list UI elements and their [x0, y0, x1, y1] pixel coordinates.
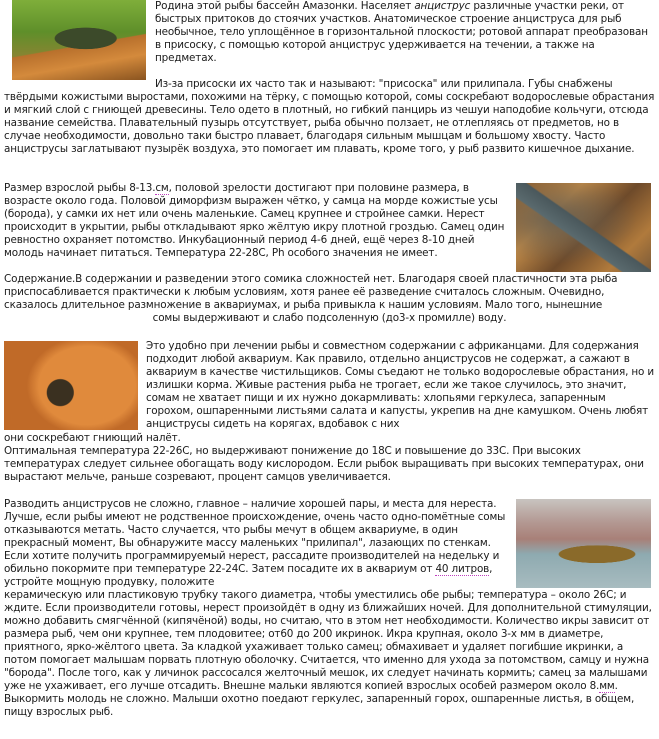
text: Родина этой рыбы бассейн Амазонки. Населяет — [155, 0, 415, 12]
text: Содержание.В содержании и разведении этого сомика сложностей нет. Благодаря своей пластичности эта рыба приспосабливается практически к любым условиям, хотя ранее её разведение считалось сложным. Очевидно, сказалось длительное размножение в аквариумах, и рыба привыкла к нашим условиям. Мало того, нынешние — [4, 273, 618, 311]
text: , половой зрелости достигают при половине размера, в возрасте около года. Половой диморфизм выражен чётко, у самца на морде кожистые усы (борода), у самки их нет или очень маленькие. Самец крупнее и стройнее самки. Нерест происходит в укрытии, рыбы откладывают ярко жёлтую икру плотной гроздью. Самец один ревностно охраняет потомство. Инкубационный период 4-6 дней, ещё через 8-10 дней молодь начинает питаться. Температура 22-28С, Ph особого значения не имеет. — [4, 182, 505, 259]
text: керамическую или пластиковую трубку такого диаметра, чтобы уместились обе рыбы; температура – около 26С; и ждите. Если производители готовы, нерест произойдёт в одну из ближайших ночей. Для дополнительной стимуляции, можно добавить смягчённой (кипячёной) воды, но считаю, что в этом нет необходимости. Количество икры зависит от размера рыб, чем они крупнее, тем плодовитее; от60 до 200 икринок. Икра крупная, около 3-х мм в диаметре, приятного, ярко-жёлтого цвета. За кладкой ухаживает только самец; обмахивает и удаляет погибшие икринки, а потом помогает малышам порвать плотную оболочку. Считается, что именно для ухода за потомством, самцу и нужна "борода". После того, как у личинок рассосался желточный мешок, их следует начинать кормить; самец за малышами уже не ухаживает, его лучше отсадить. Внешне мальки являются копией взрослых особей размером около 8. — [4, 589, 652, 692]
paragraph-size — [4, 182, 509, 260]
text: они соскребают гниющий налёт. — [4, 432, 181, 444]
text: Оптимальная температура 22-26С, но выдерживают понижение до 18С и повышение до 33С. При высоких температурах следует сильнее обогащать воду кислородом. Если рыбок выращивать при высоких температурах, они вырастают мельче, раньше созревают, процент самцов увеличивается. — [4, 445, 644, 483]
paragraph-breeding — [4, 498, 509, 589]
paragraph-anatomy: Из-за присоски их часто так и называют: "присоска" или прилипала. Губы снабжены твёрдыми кожистыми выростами, похожими на тёрку, с помощью которой, сомы соскребают водорослевые обрастания и мягкий слой с гниющей древесины. Тело одето в плотный, но гибкий панцирь из чешуи наподобие кольчуги, отсюда название семейства. Плавательный пузырь отсутствует, рыба обычно ползает, не отлепляясь от предметов, но в случае необходимости, довольно таки быстро плавает, благодаря сильным мышцам и большому хвосту. Часто анциструсы заглатывают пузырёк воздуха, это помогает им плавать, кроме того, у рыб развито кишечное дыхание. — [4, 78, 655, 155]
species-name: анциструс — [414, 0, 471, 12]
paragraph-care — [4, 273, 655, 325]
ancistrus-clay-pot-image — [4, 341, 138, 430]
paragraph-aquarium: Это удобно при лечении рыбы и совместном содержании с африканцами. Для содержания подходит любой аквариум. Как правило, отдельно анциструсов не содержат, а сажают в аквариум в качестве чистильщиков. Сомы съедают не только водорослевые обрастания, но и излишки корма. Живые растения рыба не трогает, если же такое случилось, это значит, сомам не хватает пищи и их нужно докармливать: хлопьями геркулеса, запаренным горохом, ошпаренными листьями салата и капусты, укрепив на дне камушком. Очень любят анциструсы сидеть на корягах, вдобавок с них — [146, 340, 655, 430]
text: . — [614, 680, 618, 692]
centered-text: сомы выдерживают и слабо подсоленную (до3-х промилле) воду. — [152, 312, 507, 324]
text: , устройте мощную продувку, положите — [4, 563, 493, 588]
text: Разводить анциструсов не сложно, главное – наличие хорошей пары, и места для нереста. Лучше, если рыбы имеют не родственное происхождение, очень часто одно-помётные сомы отказываются метать. Часто случается, что рыбы мечут в общем аквариуме, в один прекрасный момент, Вы обнаружите массу маленьких "прилипал", лазающих по стенкам. Если хотите получить программируемый нерест, рассадите производителей на недельку и обильно покормите при температуре 22-24С. Затем посадите их в аквариум от — [4, 498, 506, 575]
paragraph-origin — [155, 0, 655, 65]
unit-link-mm[interactable]: мм — [599, 680, 615, 692]
text: Размер взрослой рыбы 8-13. — [4, 182, 156, 194]
ancistrus-top-view-image — [516, 183, 651, 272]
paragraph-spawning — [4, 589, 655, 719]
text: Выкормить молодь не сложно. Малыши охотно поедают геркулес, запаренный горох, ошпаренные листья, в общем, пищу взрослых рыб. — [4, 693, 635, 718]
text: различные участки реки, от быстрых притоков до стоячих участков. Анатомическое строение анциструса для рыб необычное, тело уплощённое в горизонтальной плоскости; ротовой аппарат преобразован в присоску, с помощью которой анциструс удерживается на течении, а также на предметах. — [155, 0, 648, 64]
ancistrus-driftwood-image — [12, 0, 146, 80]
unit-link-cm[interactable]: см — [155, 182, 169, 194]
paragraph-temperature — [4, 432, 655, 484]
volume-link-40-liters[interactable]: 40 литров — [435, 563, 490, 575]
ancistrus-fry-image — [516, 499, 651, 588]
